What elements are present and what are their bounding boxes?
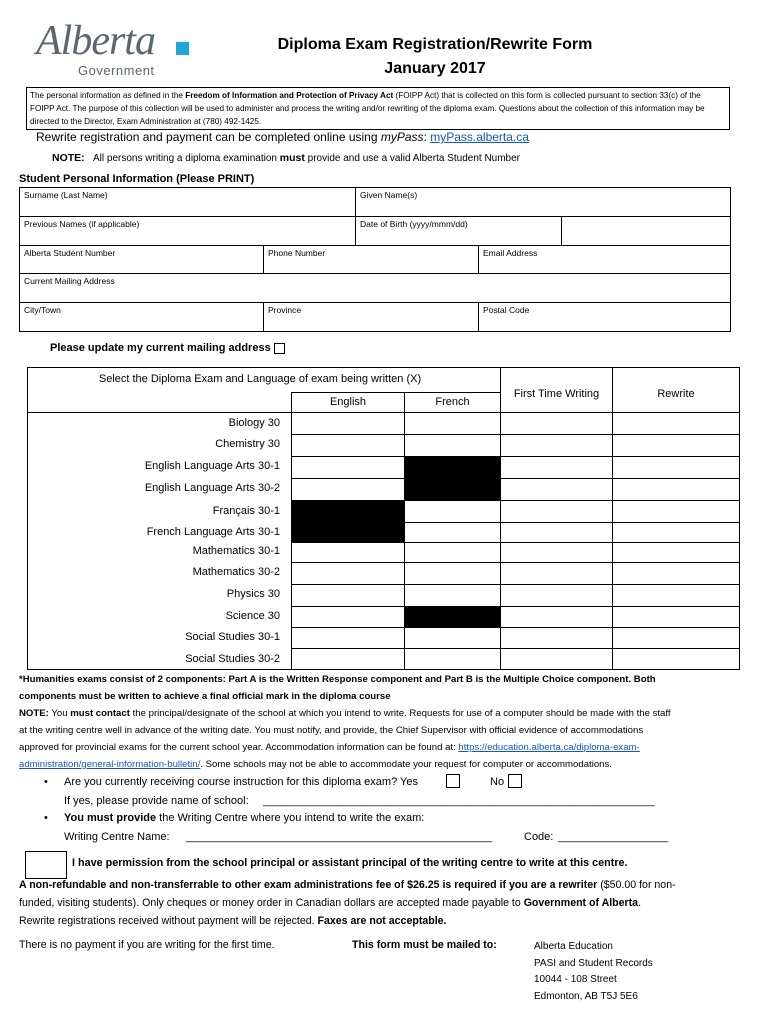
- previous-names-field[interactable]: Previous Names (if applicable): [19, 216, 356, 246]
- permission-checkbox[interactable]: [25, 851, 67, 879]
- accom-link-cont[interactable]: administration/general-information-bulletin/: [19, 759, 201, 770]
- email-field[interactable]: Email Address: [478, 245, 731, 274]
- alberta-logo: Alberta: [36, 18, 155, 64]
- code-label: Code:: [524, 831, 554, 843]
- personal-info-heading: Student Personal Information (Please PRINT): [19, 173, 255, 185]
- fee-line-2: funded, visiting students). Only cheques or money order in Canadian dollars are accepted made payable to Government of Alberta.: [19, 897, 642, 909]
- writing-centre-instruction: You must provide the Writing Centre where you intend to write the exam:: [64, 812, 425, 824]
- mypass-link[interactable]: myPass.alberta.ca: [430, 130, 529, 144]
- province-field[interactable]: Province: [263, 302, 479, 332]
- online-registration: Rewrite registration and payment can be completed online using myPass: myPass.alberta.ca: [36, 130, 529, 144]
- writing-centre-input[interactable]: __________________________________________________: [186, 831, 492, 843]
- permission-statement: I have permission from the school principal or assistant principal of the writing centre to write at this centre.: [72, 857, 628, 869]
- mail-address-line: 10044 - 108 Street: [534, 974, 617, 985]
- mail-address-line: Edmonton, AB T5J 5E6: [534, 991, 638, 1002]
- foipp-notice: The personal information as defined in the Freedom of Information and Protection of Privacy Act (FOIPP Act) that is collected on this form is collected pursuant to section 33(c) of the FOIPP Act. The purpose of this collection will be used to administer and process the writing and/or rewriting of the diploma exam. Questions about the collection of this information may be directed to the Director, Exam Administration at (780) 492-1425.: [26, 87, 730, 130]
- mail-address-line: PASI and Student Records: [534, 958, 653, 969]
- asn-field[interactable]: Alberta Student Number: [19, 245, 264, 274]
- asn-note: NOTE: All persons writing a diploma examination must provide and use a valid Alberta Student Number: [52, 152, 521, 164]
- bullet-icon: •: [44, 812, 48, 824]
- humanities-note-1: *Humanities exams consist of 2 components: Part A is the Written Response component and Part B is the Multiple Choice component. Both: [19, 674, 656, 685]
- subject-label: Science 30: [225, 610, 280, 622]
- city-field[interactable]: City/Town: [19, 302, 264, 332]
- form-title: Diploma Exam Registration/Rewrite Form: [277, 36, 593, 53]
- surname-field[interactable]: Surname (Last Name): [19, 187, 356, 217]
- english-header: English: [329, 396, 367, 408]
- unavailable-cell: [404, 456, 500, 500]
- subject-label: Français 30-1: [212, 505, 280, 517]
- update-address-checkbox[interactable]: [274, 343, 285, 354]
- no-label: No: [490, 776, 505, 788]
- phone-field[interactable]: Phone Number: [263, 245, 479, 274]
- bullet-icon: •: [44, 776, 48, 788]
- exam-select-header: Select the Diploma Exam and Language of exam being written (X): [98, 373, 422, 385]
- school-name-label: If yes, please provide name of school:: [64, 795, 249, 807]
- subject-label: English Language Arts 30-2: [144, 482, 280, 494]
- accom-line-4: administration/general-information-bulletin/. Some schools may not be able to accommodate your request for computer or accommodations.: [19, 759, 612, 770]
- update-address-row: Please update my current mailing address: [50, 342, 285, 354]
- accom-line-2: at the writing centre well in advance of the writing date. You must notify, and provide, the Chief Supervisor with official evidence of accommodations: [19, 725, 644, 736]
- mail-address-line: Alberta Education: [534, 941, 613, 952]
- subject-label: English Language Arts 30-1: [144, 460, 280, 472]
- unavailable-cell: [291, 500, 404, 542]
- subject-label: Social Studies 30-2: [185, 653, 280, 665]
- school-name-input[interactable]: ________________________________________________________________: [263, 795, 655, 807]
- instruction-question: Are you currently receiving course instruction for this diploma exam? Yes: [64, 776, 419, 788]
- rewrite-header: Rewrite: [657, 388, 695, 400]
- logo-government: Government: [78, 63, 155, 78]
- no-checkbox[interactable]: [508, 774, 522, 788]
- accom-link[interactable]: https://education.alberta.ca/diploma-exam-: [458, 742, 640, 753]
- subject-label: Mathematics 30-2: [192, 566, 280, 578]
- fee-line-3: Rewrite registrations received without payment will be rejected. Faxes are not acceptable.: [19, 915, 447, 927]
- subject-label: Physics 30: [226, 588, 280, 600]
- subject-label: Chemistry 30: [215, 438, 280, 450]
- postal-code-field[interactable]: Postal Code: [478, 302, 731, 332]
- subject-label: Mathematics 30-1: [192, 545, 280, 557]
- first-time-header: First Time Writing: [513, 388, 600, 400]
- given-name-field[interactable]: Given Name(s): [355, 187, 731, 217]
- fee-line-1: A non-refundable and non-transferrable to other exam administrations fee of $26.25 is required if you are a rewriter ($50.00 for non-: [19, 879, 676, 891]
- unavailable-cell: [404, 606, 500, 627]
- french-header: French: [435, 396, 470, 408]
- mail-instruction: This form must be mailed to:: [352, 939, 497, 951]
- yes-checkbox[interactable]: [446, 774, 460, 788]
- subject-label: Biology 30: [228, 417, 280, 429]
- writing-centre-label: Writing Centre Name:: [64, 831, 170, 843]
- logo-square-icon: [176, 42, 189, 55]
- subject-label: Social Studies 30-1: [185, 631, 280, 643]
- dob-extra-field[interactable]: [561, 216, 731, 246]
- code-input[interactable]: __________________: [558, 831, 669, 843]
- accom-line-3: approved for provincial exams for the current school year. Accommodation information can be found at: https://education.alberta.ca/diploma-exam-: [19, 742, 640, 753]
- accom-line-1: NOTE: You must contact the principal/designate of the school at which you intend to write. Requests for use of a computer should be made with the staff: [19, 708, 671, 719]
- humanities-note-2: components must be written to achieve a final official mark in the diploma course: [19, 691, 391, 702]
- subject-label: French Language Arts 30-1: [146, 526, 280, 538]
- form-date: January 2017: [384, 60, 486, 77]
- mailing-address-field[interactable]: Current Mailing Address: [19, 273, 731, 303]
- dob-field[interactable]: Date of Birth (yyyy/mmm/dd): [355, 216, 562, 246]
- no-payment-note: There is no payment if you are writing for the first time.: [19, 939, 275, 951]
